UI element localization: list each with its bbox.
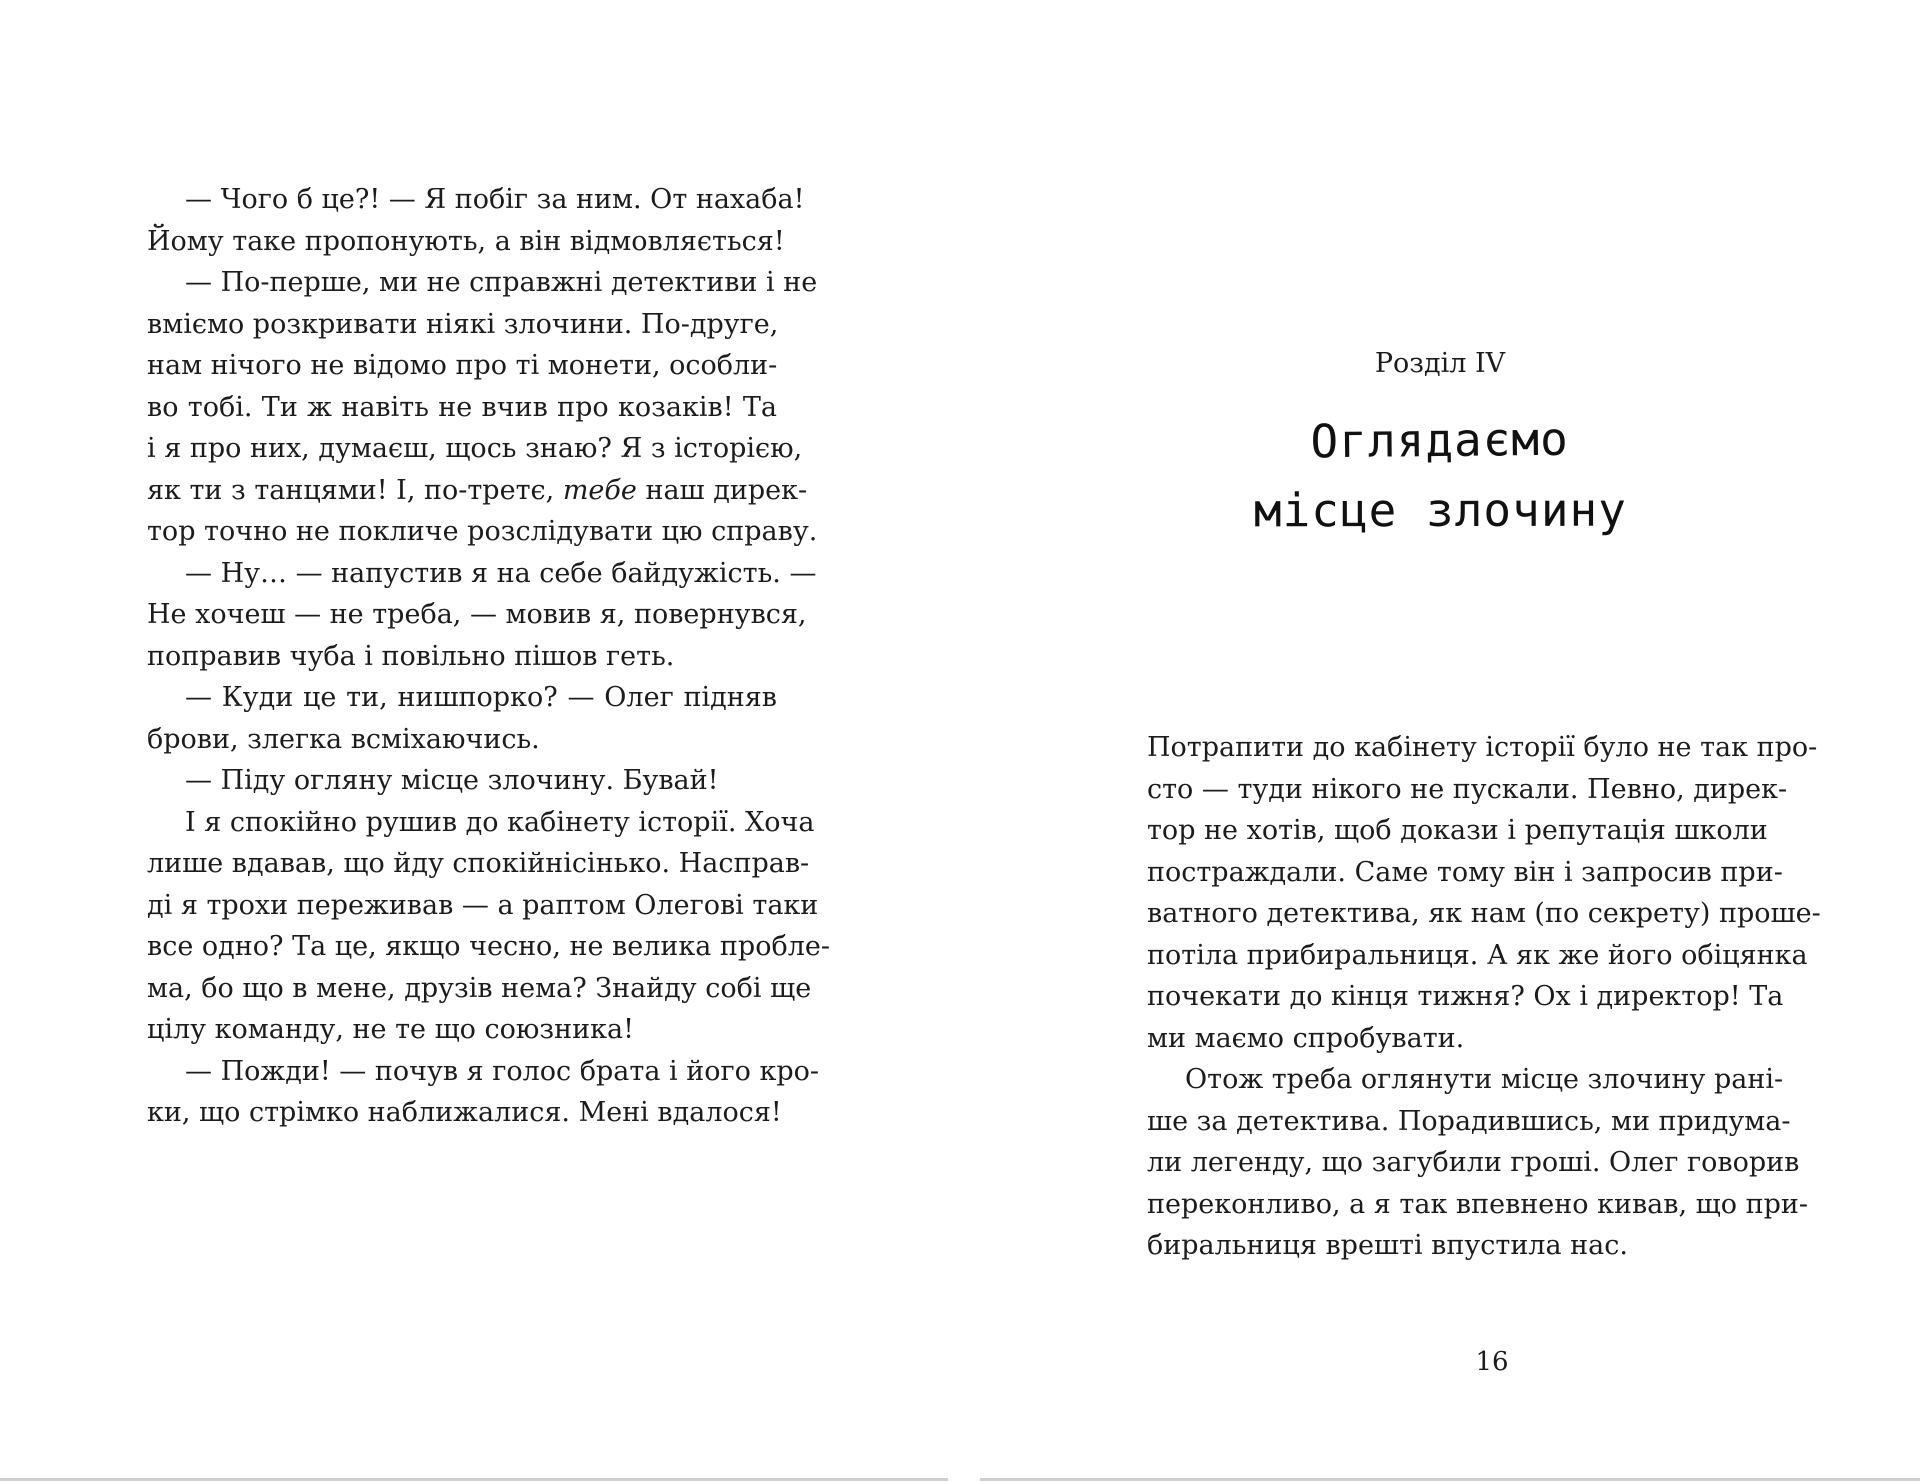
text-line: — Чого б це?! — Я побіг за ним. От нахаба! bbox=[185, 184, 805, 215]
text-line: тор точно не покличе розслідувати цю справу. bbox=[147, 516, 818, 547]
text-line: — Пожди! — почув я голос брата і його кро- bbox=[185, 1055, 819, 1087]
left-page bbox=[0, 0, 960, 1482]
right-page-text bbox=[1147, 727, 1821, 1267]
text-line: ватного детектива, як нам (по секрету) проше- bbox=[1147, 898, 1821, 929]
text-segment: як ти з танцями! І, по-третє, bbox=[147, 474, 563, 506]
chapter-label: Розділ IV bbox=[1374, 348, 1506, 379]
text-line: Йому таке пропонують, а він відмовляється! bbox=[147, 225, 785, 257]
text-line: во тобі. Ти ж навіть не вчив про козаків! Та bbox=[147, 391, 777, 423]
text-line: — Ну… — напустив я на себе байдужість. — bbox=[185, 557, 817, 589]
text-line: постраждали. Саме тому він і запросив при- bbox=[1147, 856, 1783, 888]
text-line: ма, бо що в мене, друзів нема? Знайду собі ще bbox=[147, 972, 812, 1004]
text-line: брови, злегка всміхаючись. bbox=[147, 723, 540, 755]
text-line: все одно? Та це, якщо чесно, не велика пробле- bbox=[147, 931, 830, 962]
text-line: ше за детектива. Порадившись, ми придума- bbox=[1147, 1105, 1791, 1137]
text-line-with-italic bbox=[147, 470, 808, 512]
text-line: — По-перше, ми не справжні детективи і не bbox=[185, 267, 818, 298]
text-line: Отож треба оглянути місце злочину рані- bbox=[1185, 1064, 1784, 1095]
text-line: І я спокійно рушив до кабінету історії. Хоча bbox=[185, 806, 815, 838]
text-line: потіла прибиральниця. А як же його обіцянка bbox=[1147, 939, 1808, 971]
text-line: поправив чуба і повільно пішов геть. bbox=[147, 640, 675, 672]
text-line: ки, що стрімко наближалися. Мені вдалося! bbox=[147, 1097, 782, 1128]
text-line: — Куди це ти, нишпорко? — Олег підняв bbox=[185, 682, 777, 713]
italic-word: тебе bbox=[562, 474, 637, 506]
text-segment: наш дирек- bbox=[636, 474, 808, 506]
text-line: биральниця врешті впустила нас. bbox=[1147, 1230, 1628, 1261]
text-line: тор не хотів, щоб докази і репутація школи bbox=[1147, 815, 1768, 846]
page-number: 16 bbox=[1475, 1347, 1509, 1377]
text-line: ді я трохи переживав — а раптом Олегові таки bbox=[147, 889, 819, 921]
text-line: цілу команду, не те що союзника! bbox=[147, 1014, 634, 1045]
text-line: Потрапити до кабінету історії було не так про- bbox=[1147, 732, 1818, 763]
text-line: переконливо, а я так впевнено кивав, що при- bbox=[1147, 1188, 1808, 1220]
text-line: нам нічого не відомо про ті монети, особли- bbox=[147, 350, 778, 381]
text-line: вміємо розкривати ніякі злочини. По-друге, bbox=[147, 308, 779, 340]
text-line: — Піду огляну місце злочину. Бувай! bbox=[185, 765, 719, 796]
right-page-bottom-edge bbox=[980, 1478, 1920, 1481]
chapter-title-line-1: Оглядаємо bbox=[1310, 411, 1570, 469]
text-line: почекати до кінця тижня? Ох і директор! Та bbox=[1147, 981, 1784, 1012]
text-line: лише вдавав, що йду спокійнісінько. Насправ- bbox=[147, 848, 810, 879]
left-page-text bbox=[147, 179, 830, 1134]
text-line: Не хочеш — не треба, — мовив я, повернувся, bbox=[147, 599, 807, 630]
chapter-title bbox=[959, 400, 1920, 550]
text-line: ми маємо спробувати. bbox=[1147, 1022, 1465, 1054]
text-line: ли легенду, що загубили гроші. Олег говорив bbox=[1147, 1147, 1800, 1178]
right-page bbox=[960, 0, 1920, 1482]
text-line: і я про них, думаєш, щось знаю? Я з історією, bbox=[147, 433, 803, 464]
chapter-title-line-2: місце злочину bbox=[1253, 482, 1627, 538]
text-line: сто — туди нікого не пускали. Певно, дирек- bbox=[1147, 773, 1788, 805]
left-page-bottom-edge bbox=[0, 1478, 948, 1481]
